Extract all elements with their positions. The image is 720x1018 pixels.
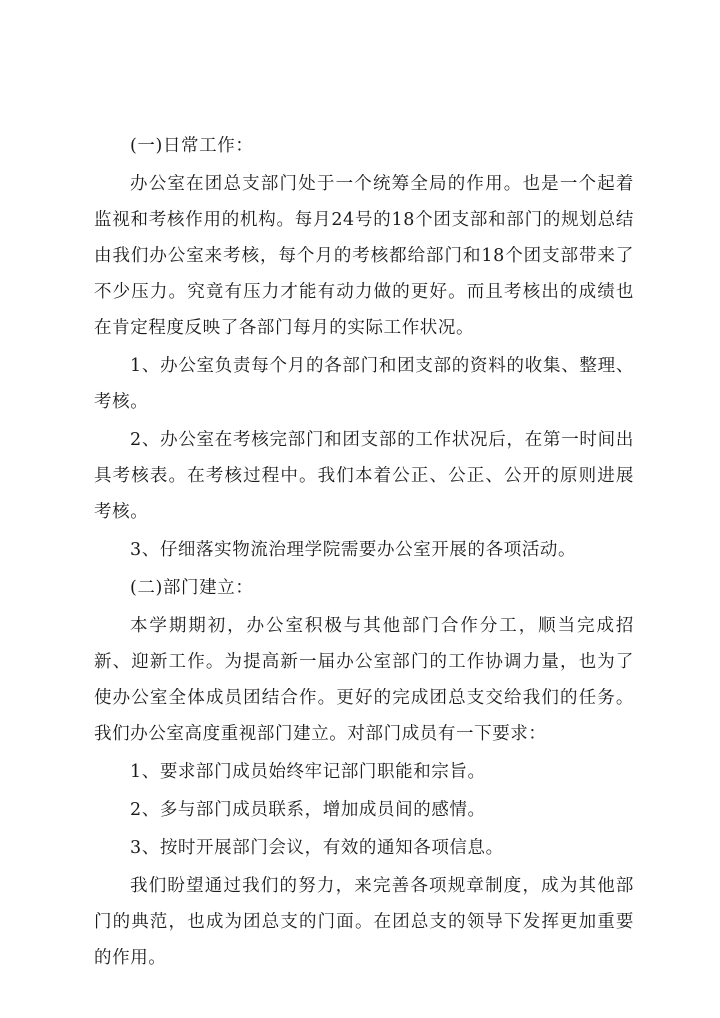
list-item-2: 2、多与部门成员联系，增加成员间的感情。 — [130, 800, 486, 820]
list-item-1: 1、办公室负责每个月的各部门和团支部的资料的收集、整理、考核。 — [94, 356, 634, 412]
section-heading-daily-work: (一)日常工作： — [130, 136, 254, 156]
list-item-3: 3、按时开展部门会议，有效的通知各项信息。 — [130, 838, 504, 858]
document-body — [94, 128, 634, 976]
paragraph-office-role: 办公室在团总支部门处于一个统筹全局的作用。也是一个起着监视和考核作用的机构。每月24号的18个团支部和部门的规划总结由我们办公室来考核，每个月的考核都给部门和18个团支部带来了不少压力。究竟有压力才能有动力做的更好。而且考核出的成绩也在肯定程度反映了各部门每月的实际工作状况。 — [94, 174, 634, 338]
section-heading-department-building: (二)部门建立： — [130, 578, 254, 598]
list-item-1: 1、要求部门成员始终牢记部门职能和宗旨。 — [130, 762, 486, 782]
paragraph-department-intro: 本学期期初，办公室积极与其他部门合作分工，顺当完成招新、迎新工作。为提高新一届办公室部门的工作协调力量，也为了使办公室全体成员团结合作。更好的完成团总支交给我们的任务。我们办公室高度重视部门建立。对部门成员有一下要求： — [94, 616, 634, 744]
list-item-3: 3、仔细落实物流治理学院需要办公室开展的各项活动。 — [130, 540, 577, 560]
list-item-2: 2、办公室在考核完部门和团支部的工作状况后，在第一时间出具考核表。在考核过程中。我们本着公正、公正、公开的原则进展考核。 — [94, 430, 634, 522]
paragraph-closing: 我们盼望通过我们的努力，来完善各项规章制度，成为其他部门的典范，也成为团总支的门面。在团总支的领导下发挥更加重要的作用。 — [94, 876, 634, 968]
